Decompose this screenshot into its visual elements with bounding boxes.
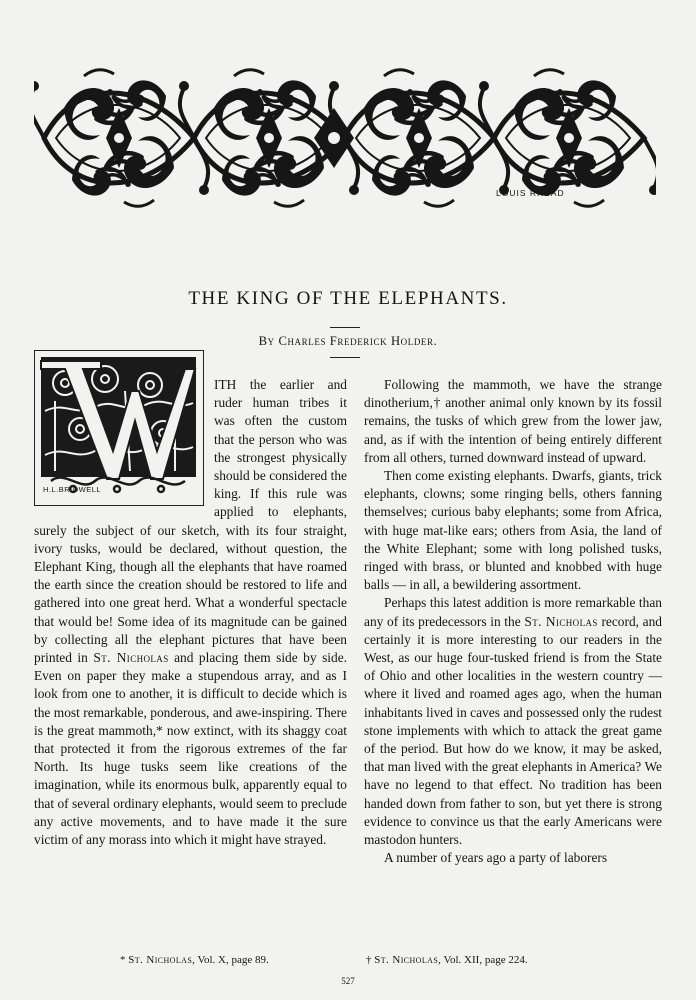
- footnote-ref: St. Nicholas: [128, 954, 193, 966]
- footnote-text: , Vol. XII, page 224.: [438, 954, 528, 966]
- article-title: THE KING OF THE ELEPHANTS.: [188, 288, 508, 309]
- footnote-ref: St. Nicholas: [374, 954, 439, 966]
- banner-signature: LOUIS RHEAD: [496, 188, 565, 198]
- title-rule: [330, 327, 360, 328]
- paragraph-latest-addition: [364, 594, 662, 849]
- initial-signature: H.L.BRIDWELL: [43, 484, 102, 494]
- scrollwork-ornament: [34, 68, 656, 208]
- latest-text-end: record, and certainly it is more interesting to our readers in the West, as our huge four-tusked friend is from the State of Ohio and other localities in the western country — where it lived and roamed ages ago, when the human inhabitants lived in caves and possessed only the rudest stone implements with which to attack the great game of the period. But how do we know, it may be asked, that man lived with the great elephants in America? We have no legend to that effect. No tradition has been handed down from father to son, but yet there is strong evidence to convince us that the early Americans were mastodon hunters.: [364, 613, 662, 848]
- footnote-mark: †: [366, 954, 375, 966]
- ornamental-header-banner: [34, 68, 656, 208]
- latest-text-start: Perhaps this latest addition is more remarkable than any of its predecessors in the: [364, 595, 662, 629]
- column-left: [34, 376, 347, 849]
- paragraph-laborers: A number of years ago a party of laborers: [384, 850, 608, 866]
- paragraph-dinotherium: Following the mammoth, we have the strange dinotherium,† another animal only known by its fossil remains, the tusks of which grew from the lower jaw, and, as if with the intention of being entirely different from all others, turned downward instead of upward.: [364, 377, 662, 465]
- illuminated-initial: [34, 350, 204, 506]
- footnote-dinotherium: [366, 954, 528, 966]
- column-right: [364, 376, 662, 867]
- footnote-mammoth: [120, 954, 269, 966]
- footnote-mark: *: [120, 954, 129, 966]
- intro-text-start: ITH the earlier and ruder human tribes it was often the custom that the person who was the strongest physically should be considered the king. If this rule was applied to elephants, surely the subject of our sketch, with its four straight, ivory tusks, would be declared, without question, the Elephant King, though all the elephants that have roamed the earth since the creation should be restored to life and gathered into one great herd. What a wonderful spectacle that would be! Some idea of its magnitude can be gained by collecting all the elephant pictures that have been printed in: [34, 377, 347, 666]
- magazine-reference: St. Nicholas: [524, 613, 598, 629]
- intro-text-end: and placing them side by side. Even on paper they make a stupendous array, and as I look from one to another, it is difficult to decide which is the most remarkable, ponderous, and awe-inspiring. There is the great mammoth,* now extinct, with its shaggy coat that protected it from the rigorous extremes of the far North. Its huge tusks seem like creations of the imagination, while its enormous bulk, apparently equal to that of several ordinary elephants, would seem to preclude any active movements, and to have made it the sure victim of any morass into which it might have strayed.: [34, 650, 347, 848]
- footnote-text: , Vol. X, page 89.: [192, 954, 269, 966]
- byline-rule: [330, 357, 360, 358]
- page-number: 527: [341, 976, 355, 986]
- paragraph-existing-elephants: Then come existing elephants. Dwarfs, giants, trick elephants, clowns; some ringing bells, others fanning themselves; curious baby elephants; some from Africa, with huge mat-like ears; others from Asia, the land of the White Elephant; some with long polished tusks, ringed with brass, or blunted and knobbed with huge balls — in all, a bewildering assortment.: [364, 468, 662, 593]
- magazine-reference: St. Nicholas: [93, 650, 169, 666]
- article-byline: By Charles Frederick Holder.: [258, 334, 438, 348]
